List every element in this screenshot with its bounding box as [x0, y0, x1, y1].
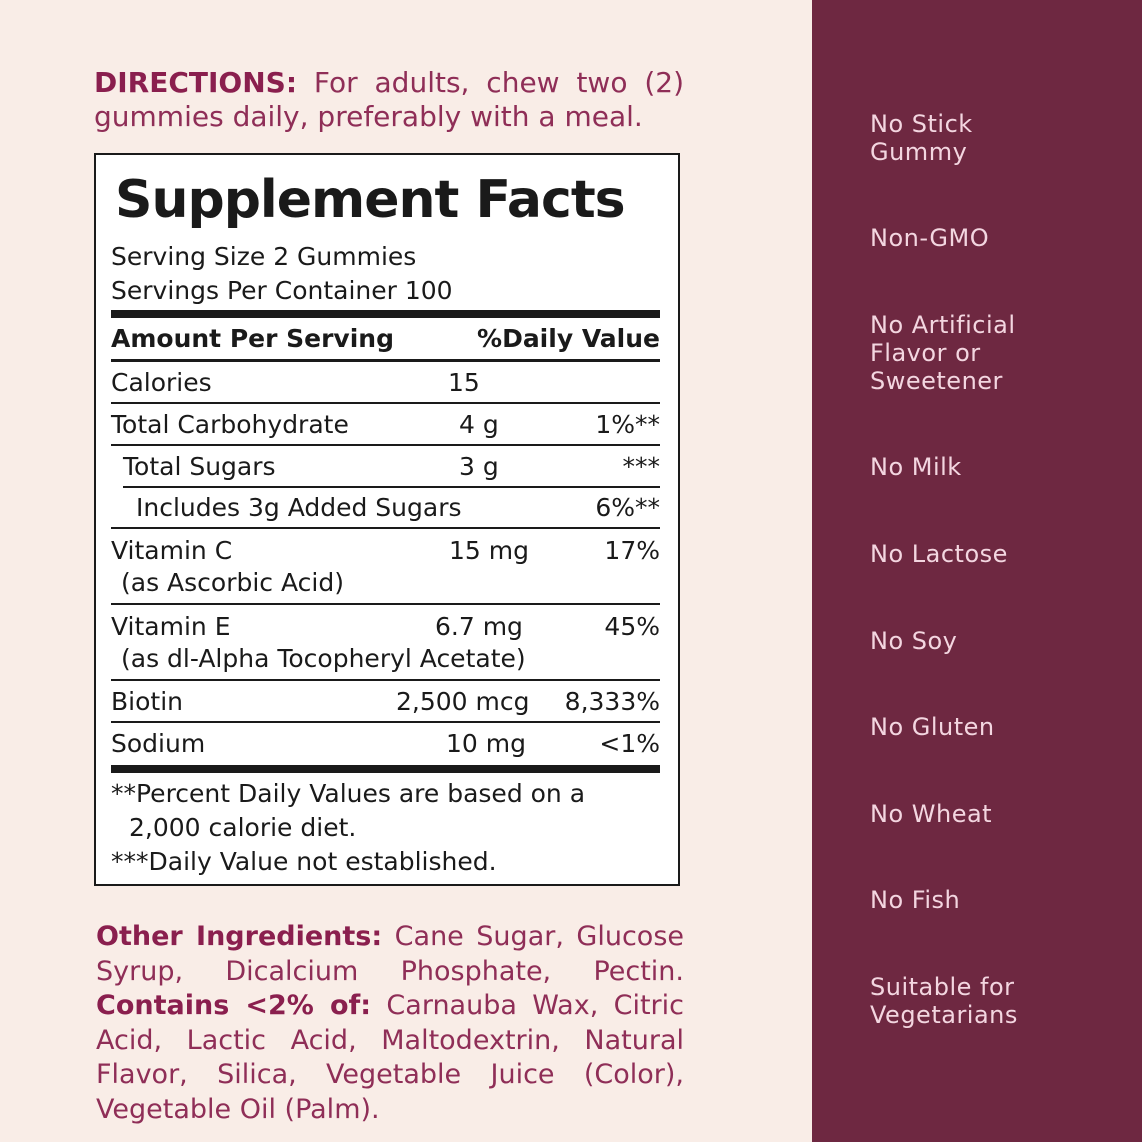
daily-value-header: %Daily Value — [477, 324, 660, 353]
nutrient-name: Biotin — [111, 687, 183, 716]
nutrient-dv: 45% — [604, 612, 660, 641]
other-ingredients — [96, 920, 684, 1127]
footnote-calorie-diet: 2,000 calorie diet. — [129, 813, 357, 842]
nutrient-amount: 4 g — [459, 410, 499, 439]
claim-no-soy: No Soy — [870, 627, 958, 655]
nutrient-source: (as Ascorbic Acid) — [121, 568, 344, 597]
footnote-not-established: ***Daily Value not established. — [111, 847, 497, 876]
nutrient-amount: 15 mg — [449, 536, 529, 565]
nutrient-name: Vitamin C — [111, 536, 233, 565]
directions-text: For adults, chew two (2) gummies daily, preferably with a meal. — [94, 66, 684, 133]
nutrient-name: Vitamin E — [111, 612, 231, 641]
claim-no-wheat: No Wheat — [870, 800, 993, 828]
nutrient-dv: 6%** — [595, 493, 660, 522]
contains-text: Carnauba Wax, Citric Acid, Lactic Acid, Maltodextrin, Natural Flavor, Silica, Vegetable Juice (Color), Vegetable Oil (Palm). — [96, 990, 684, 1125]
divider — [111, 679, 660, 681]
nutrient-dv: <1% — [599, 729, 660, 758]
directions — [94, 66, 684, 134]
divider — [111, 444, 660, 446]
thick-divider — [111, 310, 660, 318]
nutrient-amount: 15 — [448, 368, 480, 397]
nutrient-amount: 6.7 mg — [435, 612, 523, 641]
nutrient-name: Calories — [111, 368, 212, 397]
claim-suitable-for-vegetarians: Suitable for Vegetarians — [870, 973, 1018, 1029]
claims-panel — [812, 0, 1142, 1142]
claim-no-fish: No Fish — [870, 886, 961, 914]
nutrient-amount: 3 g — [459, 452, 499, 481]
divider — [123, 486, 660, 488]
claim-non-gmo: Non-GMO — [870, 224, 990, 252]
facts-title: Supplement Facts — [115, 170, 625, 230]
other-ingredients-text: Cane Sugar, Glucose Syrup, Dicalcium Phosphate, Pectin. — [96, 921, 684, 987]
divider — [111, 359, 660, 362]
divider — [111, 603, 660, 605]
claim-no-gluten: No Gluten — [870, 713, 995, 741]
supplement-facts-panel — [94, 153, 680, 886]
nutrient-name: Includes 3g Added Sugars — [136, 493, 462, 522]
divider — [111, 527, 660, 529]
nutrient-dv: 8,333% — [564, 687, 660, 716]
nutrient-name: Total Sugars — [123, 452, 276, 481]
directions-label: DIRECTIONS: — [94, 66, 298, 99]
serving-size: Serving Size 2 Gummies — [111, 242, 417, 271]
claim-no-stick-gummy: No Stick Gummy — [870, 110, 973, 166]
claim-no-lactose: No Lactose — [870, 540, 1008, 568]
claim-no-artificial-flavor: No Artificial Flavor or Sweetener — [870, 311, 1016, 395]
claim-no-milk: No Milk — [870, 453, 962, 481]
amount-per-serving-header: Amount Per Serving — [111, 324, 394, 353]
nutrient-dv: 17% — [604, 536, 660, 565]
nutrient-name: Sodium — [111, 729, 206, 758]
nutrient-amount: 10 mg — [446, 729, 526, 758]
thick-divider — [111, 765, 660, 773]
nutrient-dv: *** — [622, 452, 660, 481]
nutrient-source: (as dl-Alpha Tocopheryl Acetate) — [121, 644, 526, 673]
footnote-daily-values: **Percent Daily Values are based on a — [111, 779, 586, 808]
other-ingredients-label: Other Ingredients: — [96, 921, 383, 952]
divider — [111, 721, 660, 723]
nutrient-name: Total Carbohydrate — [111, 410, 349, 439]
divider — [111, 402, 660, 404]
nutrient-dv: 1%** — [595, 410, 660, 439]
servings-per-container: Servings Per Container 100 — [111, 276, 453, 305]
contains-label: Contains <2% of: — [96, 990, 372, 1021]
nutrient-amount: 2,500 mcg — [396, 687, 530, 716]
